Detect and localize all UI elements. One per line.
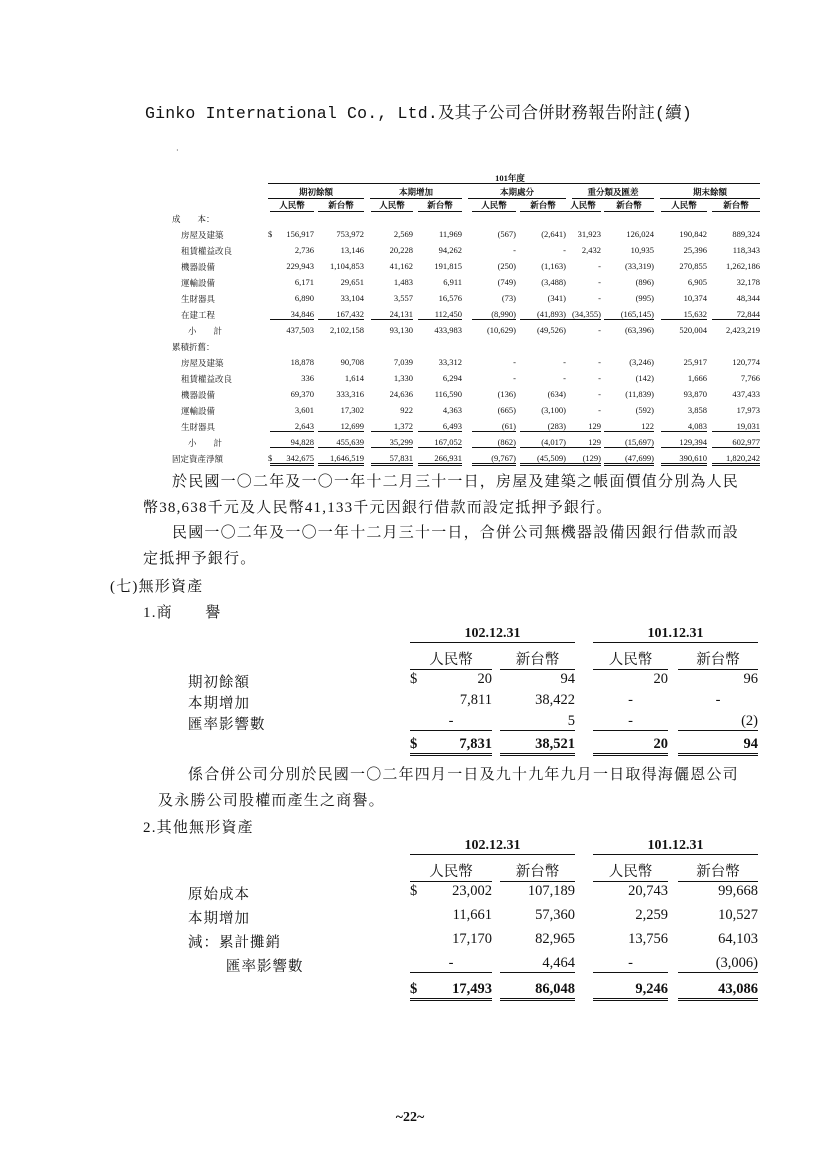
cell-value: 2,423,219 [726, 325, 760, 335]
cell-value: (45,509) [520, 453, 566, 466]
cell-value: 25,396 [683, 245, 707, 255]
row-label: 小 計 [188, 326, 223, 336]
row-label: 生財器具 [181, 294, 216, 304]
cell-value: 753,972 [336, 229, 364, 239]
row-label: 本期增加 [188, 696, 250, 712]
cell-value: (15,697) [604, 437, 654, 448]
cell-value: 34,846 [270, 309, 314, 320]
currency-header: 人民幣 [593, 860, 668, 882]
currency-header: 新台幣 [500, 648, 575, 670]
cell-value: 122 [604, 421, 654, 432]
cell-value: - [715, 692, 721, 708]
cell-value: (3,100) [541, 405, 566, 415]
cell-value: (33,319) [624, 261, 654, 271]
cell-value: 17,302 [340, 405, 364, 415]
cell-value: - [598, 373, 601, 383]
cell-value: 2,432 [581, 245, 601, 255]
cell-value: 116,590 [434, 389, 462, 399]
cell-value: 129 [565, 421, 601, 432]
cell-value: 6,294 [442, 373, 462, 383]
section-label: 成 本： [172, 214, 215, 224]
other-intangibles-heading: 2.其他無形資產 [143, 820, 254, 836]
cell-value: 13,756 [628, 931, 668, 947]
cell-value: 93,870 [683, 389, 707, 399]
total-value: 7,831 [410, 736, 492, 756]
paragraph-2-line-1: 民國一〇二年及一〇一年十二月三十一日，合併公司無機器設備因銀行借款而設 [172, 525, 740, 541]
cell-value: 4,363 [442, 405, 462, 415]
paragraph-1-line-2: 幣38,638千元及人民幣41,133千元因銀行借款而設定抵押予銀行。 [143, 500, 613, 516]
stray-dot: · [176, 146, 179, 155]
currency-header: 人民幣 [371, 199, 413, 212]
total-value: 20 [593, 736, 668, 756]
cell-value: (10,629) [486, 325, 516, 335]
row-label: 原始成本 [188, 887, 250, 903]
cell-value: (341) [547, 293, 566, 303]
cell-value: 2,569 [393, 229, 413, 239]
cell-value: - [598, 325, 601, 335]
page-number: ~22~ [395, 1110, 425, 1125]
cell-value: (41,893) [520, 309, 566, 320]
cell-value: 1,820,242 [712, 453, 760, 466]
cell-value: - [598, 261, 601, 271]
column-group-date: 101.12.31 [593, 838, 758, 855]
cell-value: 20 [653, 671, 668, 687]
cell-value: - [563, 373, 566, 383]
group-header: 重分類及匯差 [572, 186, 654, 199]
cell-value: - [598, 277, 601, 287]
cell-value: 24,131 [371, 309, 413, 320]
cell-value: 19,031 [712, 421, 760, 432]
cell-value: 90,708 [340, 357, 364, 367]
cell-value: 107,189 [527, 883, 575, 899]
cell-value: 10,935 [630, 245, 654, 255]
cell-value: 18,878 [290, 357, 314, 367]
cell-value: 32,178 [736, 277, 760, 287]
cell-value: 336 [301, 373, 314, 383]
cell-value: 64,103 [718, 931, 758, 947]
cell-value: (165,145) [604, 309, 654, 320]
cell-value: 6,493 [418, 421, 462, 432]
cell-value: 191,815 [434, 261, 462, 271]
cell-value: 1,483 [393, 277, 413, 287]
cell-value: 6,911 [443, 277, 462, 287]
row-label: 房屋及建築 [181, 230, 224, 240]
currency-header: 新台幣 [418, 199, 462, 212]
cell-value: 82,965 [535, 931, 575, 947]
cell-value: (61) [472, 421, 516, 432]
cell-value: 38,422 [535, 692, 575, 708]
row-label: 生財器具 [181, 422, 216, 432]
cell-value: 23,002 [452, 883, 492, 899]
row-label: 租賃權益改良 [181, 246, 233, 256]
cell-value: 57,831 [371, 453, 413, 466]
cell-value: 4,464 [500, 955, 575, 973]
cell-value: (129) [565, 453, 601, 466]
cell-value: (47,699) [604, 453, 654, 466]
total-value: 38,521 [500, 736, 575, 756]
cell-value: 266,931 [418, 453, 462, 466]
cell-value: (9,767) [472, 453, 516, 466]
cell-value: 118,343 [732, 245, 760, 255]
cell-value: (749) [497, 277, 516, 287]
cell-value: 2,259 [635, 907, 668, 923]
currency-header: 人民幣 [593, 648, 668, 670]
cell-value: 99,668 [718, 883, 758, 899]
paragraph-1-line-1: 於民國一〇二年及一〇一年十二月三十一日，房屋及建築之帳面價值分別為人民 [172, 474, 740, 490]
total-value: 9,246 [593, 981, 668, 1001]
cell-value: 229,943 [286, 261, 314, 271]
cell-value: (862) [472, 437, 516, 448]
cell-value: 6,905 [687, 277, 707, 287]
currency-header: 新台幣 [604, 199, 654, 212]
currency-header: 新台幣 [500, 860, 575, 882]
row-label: 小 計 [188, 438, 223, 448]
cell-value: 11,969 [438, 229, 462, 239]
cell-value: 24,636 [389, 389, 413, 399]
cell-value: 69,370 [290, 389, 314, 399]
cell-value: 342,675 [270, 453, 314, 466]
cell-value: (2,641) [541, 229, 566, 239]
cell-value: 437,503 [286, 325, 314, 335]
cell-value: 96 [743, 671, 758, 687]
row-label: 匯率影響數 [226, 959, 304, 975]
cell-value: 270,855 [679, 261, 707, 271]
column-group-date: 101.12.31 [593, 626, 758, 643]
cell-value: (896) [635, 277, 654, 287]
dollar-sign: $ [410, 671, 418, 687]
currency-header: 新台幣 [318, 199, 364, 212]
goodwill-note-line-1: 係合併公司分別於民國一〇二年四月一日及九十九年九月一日取得海儷恩公司 [188, 767, 739, 783]
cell-value: (63,396) [624, 325, 654, 335]
dollar-sign: $ [410, 883, 418, 899]
currency-header: 人民幣 [472, 199, 516, 212]
cell-value: 390,610 [661, 453, 707, 466]
currency-header: 人民幣 [661, 199, 707, 212]
group-header: 期末餘額 [660, 186, 760, 199]
cell-value: 16,576 [438, 293, 462, 303]
cell-value: 1,104,853 [330, 261, 364, 271]
year-label: 101年度 [495, 173, 525, 183]
cell-value: 1,330 [393, 373, 413, 383]
cell-value: 167,052 [418, 437, 462, 448]
cell-value: 33,312 [438, 357, 462, 367]
currency-header: 人民幣 [410, 860, 492, 882]
cell-value: 333,316 [336, 389, 364, 399]
cell-value: 3,601 [294, 405, 314, 415]
cell-value: 455,639 [318, 437, 364, 448]
dollar-sign: $ [410, 981, 418, 997]
group-header: 本期處分 [468, 186, 566, 199]
cell-value: 10,527 [718, 907, 758, 923]
cell-value: 35,299 [371, 437, 413, 448]
cell-value: - [598, 405, 601, 415]
cell-value: 31,923 [577, 229, 601, 239]
cell-value: 20,228 [389, 245, 413, 255]
cell-value: 1,646,519 [318, 453, 364, 466]
cell-value: 20,743 [628, 883, 668, 899]
cell-value: (3,488) [541, 277, 566, 287]
cell-value: 94,828 [270, 437, 314, 448]
cell-value: 602,977 [712, 437, 760, 448]
cell-value: 6,890 [294, 293, 314, 303]
group-header: 期初餘額 [268, 186, 364, 199]
row-label: 固定資產淨額 [172, 454, 224, 464]
cell-value: 17,170 [452, 931, 492, 947]
currency-header: 人民幣 [565, 199, 601, 212]
cell-value: 120,774 [732, 357, 760, 367]
cell-value: 10,374 [683, 293, 707, 303]
total-value: 86,048 [500, 981, 575, 1001]
row-label: 租賃權益改良 [181, 374, 233, 384]
cell-value: (2) [678, 713, 758, 731]
total-value: 17,493 [410, 981, 492, 1001]
currency-header: 新台幣 [520, 199, 566, 212]
dollar-sign: $ [410, 736, 418, 752]
cell-value: (142) [635, 373, 654, 383]
cell-value: 3,557 [393, 293, 413, 303]
dollar-sign: $ [268, 453, 273, 463]
row-label: 運輸設備 [181, 278, 216, 288]
cell-value: (3,006) [678, 955, 758, 973]
total-value: 43,086 [678, 981, 758, 1001]
cell-value: 520,004 [679, 325, 707, 335]
row-label: 機器設備 [181, 390, 216, 400]
cell-value: 433,983 [434, 325, 462, 335]
cell-value: (8,990) [472, 309, 516, 320]
cell-value: 922 [400, 405, 413, 415]
cell-value: 167,432 [318, 309, 364, 320]
group-header: 本期增加 [370, 186, 462, 199]
cell-value: (4,017) [520, 437, 566, 448]
cell-value: - [598, 357, 601, 367]
row-label: 在建工程 [181, 310, 216, 320]
cell-value: - [598, 293, 601, 303]
cell-value: 1,666 [687, 373, 707, 383]
cell-value: (73) [501, 293, 516, 303]
section-7-heading: (七)無形資產 [110, 579, 204, 595]
row-label: 房屋及建築 [181, 358, 224, 368]
goodwill-note-line-2: 及永勝公司股權而產生之商譽。 [158, 793, 385, 809]
cell-value: (995) [635, 293, 654, 303]
cell-value: - [513, 357, 516, 367]
cell-value: (136) [497, 389, 516, 399]
cell-value: 2,102,158 [330, 325, 364, 335]
cell-value: - [563, 357, 566, 367]
cell-value: 129,394 [661, 437, 707, 448]
cell-value: - [410, 955, 492, 973]
row-label: 運輸設備 [181, 406, 216, 416]
cell-value: - [593, 713, 668, 731]
cell-value: 17,973 [736, 405, 760, 415]
cell-value: (592) [635, 405, 654, 415]
cell-value: 4,083 [661, 421, 707, 432]
cell-value: - [410, 713, 492, 731]
cell-value: 129 [565, 437, 601, 448]
cell-value: 190,842 [679, 229, 707, 239]
dollar-sign: $ [268, 229, 273, 239]
row-label: 機器設備 [181, 262, 216, 272]
cell-value: (49,526) [536, 325, 566, 335]
cell-value: (11,839) [625, 389, 654, 399]
cell-value: 72,844 [712, 309, 760, 320]
cell-value: 94 [560, 671, 575, 687]
cell-value: 41,162 [389, 261, 413, 271]
row-label: 減：累計攤銷 [188, 935, 281, 951]
column-group-date: 102.12.31 [410, 838, 575, 855]
cell-value: 11,661 [452, 907, 492, 923]
cell-value: (34,355) [565, 309, 601, 320]
cell-value: 29,651 [340, 277, 364, 287]
cell-value: (250) [497, 261, 516, 271]
currency-header: 人民幣 [410, 648, 492, 670]
cell-value: 889,324 [732, 229, 760, 239]
section-label: 累積折舊： [172, 342, 215, 352]
cell-value: - [513, 373, 516, 383]
cell-value: 33,104 [340, 293, 364, 303]
cell-value: - [598, 389, 601, 399]
cell-value: 7,766 [740, 373, 760, 383]
cell-value: (1,163) [541, 261, 566, 271]
currency-header: 新台幣 [712, 199, 760, 212]
cell-value: 13,146 [340, 245, 364, 255]
cell-value: (283) [520, 421, 566, 432]
cell-value: - [563, 245, 566, 255]
cell-value: (3,246) [629, 357, 654, 367]
cell-value: 57,360 [535, 907, 575, 923]
cell-value: 7,811 [459, 692, 492, 708]
total-value: 94 [678, 736, 758, 756]
currency-header: 新台幣 [678, 648, 758, 670]
cell-value: (665) [497, 405, 516, 415]
cell-value: 1,614 [344, 373, 364, 383]
column-group-date: 102.12.31 [410, 626, 575, 643]
cell-value: 12,699 [318, 421, 364, 432]
cell-value: 15,632 [661, 309, 707, 320]
cell-value: (567) [497, 229, 516, 239]
cell-value: 126,024 [626, 229, 654, 239]
page-title: Ginko International Co., Ltd.及其子公司合併財務報告附註(續) [145, 104, 692, 123]
cell-value: 20 [477, 671, 492, 687]
currency-header: 人民幣 [270, 199, 314, 212]
row-label: 匯率影響數 [188, 717, 266, 733]
paragraph-2-line-2: 定抵押予銀行。 [143, 551, 257, 567]
cell-value: 6,171 [294, 277, 314, 287]
cell-value: (634) [547, 389, 566, 399]
cell-value: 437,433 [732, 389, 760, 399]
cell-value: 3,858 [687, 405, 707, 415]
currency-header: 新台幣 [678, 860, 758, 882]
cell-value: - [593, 955, 668, 973]
cell-value: 1,372 [371, 421, 413, 432]
cell-value: 156,917 [286, 229, 314, 239]
cell-value: - [628, 692, 633, 708]
year-rule [268, 183, 760, 184]
cell-value: - [513, 245, 516, 255]
cell-value: 94,262 [438, 245, 462, 255]
cell-value: 1,262,186 [726, 261, 760, 271]
cell-value: 93,130 [389, 325, 413, 335]
cell-value: 2,736 [294, 245, 314, 255]
cell-value: 2,643 [270, 421, 314, 432]
row-label: 本期增加 [188, 911, 250, 927]
cell-value: 25,917 [683, 357, 707, 367]
cell-value: 112,450 [418, 309, 462, 320]
cell-value: 5 [500, 713, 575, 731]
cell-value: 48,344 [736, 293, 760, 303]
goodwill-heading: 1.商 譽 [143, 605, 222, 621]
cell-value: 7,039 [393, 357, 413, 367]
row-label: 期初餘額 [188, 675, 250, 691]
